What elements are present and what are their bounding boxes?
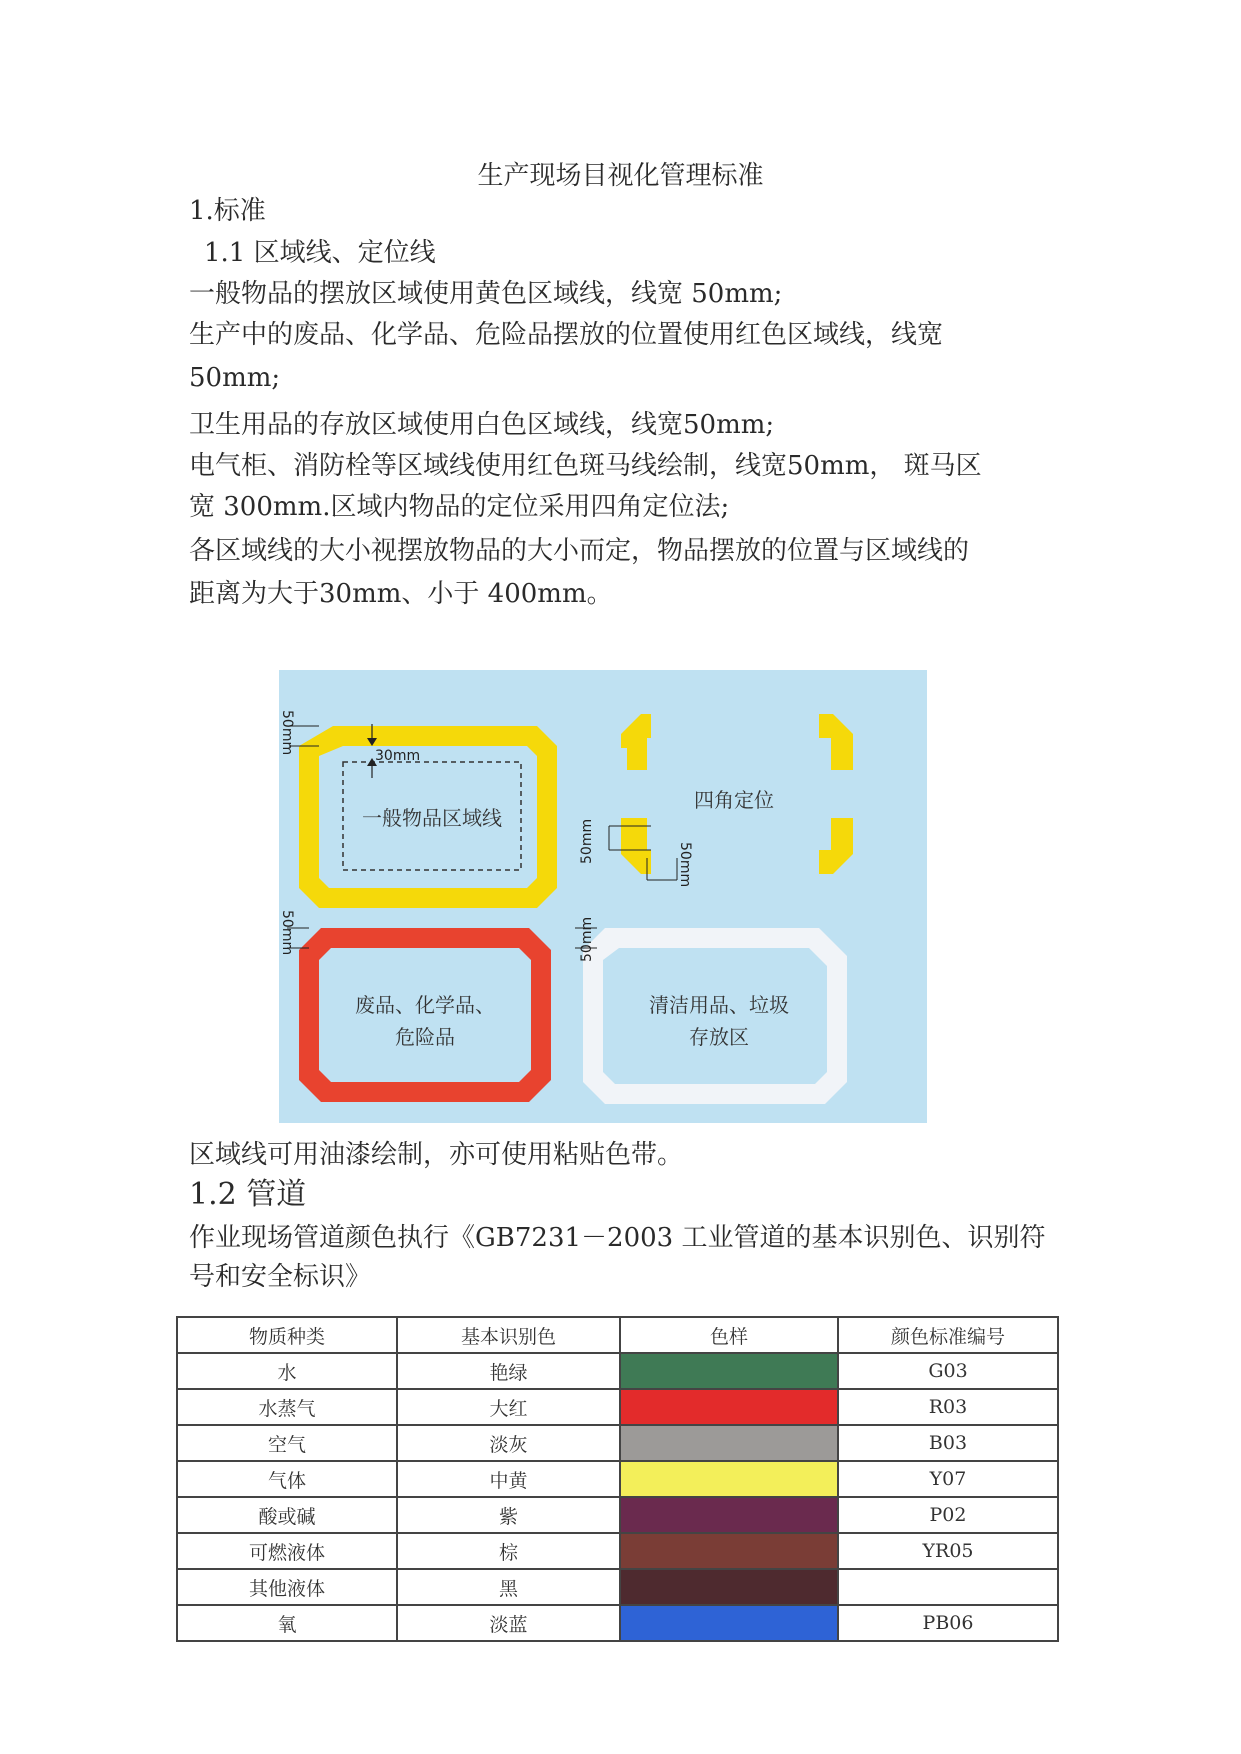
paragraph-4b: 宽 300mm.区域内物品的定位采用四角定位法; bbox=[189, 492, 730, 522]
header-swatch: 色样 bbox=[620, 1317, 838, 1353]
paragraph-2a: 生产中的废品、化学品、危险品摆放的位置使用红色区域线，线宽 bbox=[189, 320, 944, 350]
paragraph-1: 一般物品的摆放区域使用黄色区域线，线宽 50mm; bbox=[189, 279, 783, 309]
cell-substance: 氧 bbox=[177, 1605, 397, 1641]
paragraph-3: 卫生用品的存放区域使用白色区域线，线宽50mm; bbox=[189, 410, 775, 440]
cell-substance: 空气 bbox=[177, 1425, 397, 1461]
cell-color-name: 中黄 bbox=[397, 1461, 620, 1497]
cell-swatch bbox=[620, 1533, 838, 1569]
section-1-heading: 1.标准 bbox=[189, 196, 266, 226]
section-1-1-heading: 1.1 区域线、定位线 bbox=[204, 238, 436, 268]
paragraph-2b: 50mm; bbox=[189, 363, 281, 393]
cell-swatch bbox=[620, 1425, 838, 1461]
table-row bbox=[177, 1497, 1058, 1533]
table-row bbox=[177, 1461, 1058, 1497]
cell-swatch bbox=[620, 1569, 838, 1605]
paragraph-7a: 作业现场管道颜色执行《GB7231－2003 工业管道的基本识别色、识别符 bbox=[189, 1223, 1046, 1253]
cell-code: Y07 bbox=[838, 1461, 1058, 1497]
cell-swatch bbox=[620, 1353, 838, 1389]
cell-color-name: 艳绿 bbox=[397, 1353, 620, 1389]
cell-color-name: 紫 bbox=[397, 1497, 620, 1533]
header-color-name: 基本识别色 bbox=[397, 1317, 620, 1353]
header-code: 颜色标准编号 bbox=[838, 1317, 1058, 1353]
cell-swatch bbox=[620, 1389, 838, 1425]
cell-swatch bbox=[620, 1497, 838, 1533]
table-header-row bbox=[177, 1317, 1058, 1353]
color-swatch bbox=[621, 1354, 837, 1388]
paragraph-4a: 电气柜、消防栓等区域线使用红色斑马线绘制，线宽50mm， 斑马区 bbox=[189, 451, 982, 481]
cell-swatch bbox=[620, 1605, 838, 1641]
cell-substance: 气体 bbox=[177, 1461, 397, 1497]
cell-code: B03 bbox=[838, 1425, 1058, 1461]
zone-line-diagram bbox=[279, 670, 927, 1123]
color-swatch bbox=[621, 1606, 837, 1640]
table-row bbox=[177, 1533, 1058, 1569]
cell-code: R03 bbox=[838, 1389, 1058, 1425]
label-50mm-corner-left: 50mm bbox=[579, 818, 595, 864]
cell-color-name: 棕 bbox=[397, 1533, 620, 1569]
section-1-2-heading: 1.2 管道 bbox=[189, 1177, 307, 1212]
label-50mm-yellow: 50mm bbox=[279, 710, 295, 756]
cell-color-name: 大红 bbox=[397, 1389, 620, 1425]
cell-color-name: 黑 bbox=[397, 1569, 620, 1605]
color-swatch bbox=[621, 1462, 837, 1496]
pipe-color-table bbox=[176, 1316, 1059, 1642]
cell-substance: 水蒸气 bbox=[177, 1389, 397, 1425]
label-30mm: 30mm bbox=[375, 748, 421, 764]
paragraph-6: 区域线可用油漆绘制，亦可使用粘贴色带。 bbox=[189, 1140, 684, 1170]
color-swatch bbox=[621, 1426, 837, 1460]
cell-color-name: 淡灰 bbox=[397, 1425, 620, 1461]
white-zone-label-line2: 存放区 bbox=[689, 1025, 749, 1049]
cell-code bbox=[838, 1569, 1058, 1605]
color-swatch bbox=[621, 1498, 837, 1532]
cell-code: P02 bbox=[838, 1497, 1058, 1533]
cell-substance: 酸或碱 bbox=[177, 1497, 397, 1533]
paragraph-5b: 距离为大于30mm、小于 400mm。 bbox=[189, 579, 613, 609]
table-row bbox=[177, 1389, 1058, 1425]
table-row bbox=[177, 1605, 1058, 1641]
label-50mm-corner-right: 50mm bbox=[677, 842, 693, 888]
cell-substance: 水 bbox=[177, 1353, 397, 1389]
table-row bbox=[177, 1425, 1058, 1461]
cell-color-name: 淡蓝 bbox=[397, 1605, 620, 1641]
yellow-zone-label: 一般物品区域线 bbox=[362, 806, 502, 830]
paragraph-5a: 各区域线的大小视摆放物品的大小而定，物品摆放的位置与区域线的 bbox=[189, 536, 970, 566]
color-swatch bbox=[621, 1390, 837, 1424]
header-substance: 物质种类 bbox=[177, 1317, 397, 1353]
corner-zone-label: 四角定位 bbox=[694, 788, 774, 812]
table-row bbox=[177, 1353, 1058, 1389]
cell-substance: 其他液体 bbox=[177, 1569, 397, 1605]
red-zone-label-line1: 废品、化学品、 bbox=[355, 993, 495, 1017]
table-row bbox=[177, 1569, 1058, 1605]
color-swatch bbox=[621, 1534, 837, 1568]
paragraph-7b: 号和安全标识》 bbox=[189, 1262, 372, 1292]
cell-swatch bbox=[620, 1461, 838, 1497]
cell-code: YR05 bbox=[838, 1533, 1058, 1569]
color-swatch bbox=[621, 1570, 837, 1604]
cell-code: G03 bbox=[838, 1353, 1058, 1389]
label-50mm-white: 50mm bbox=[579, 916, 595, 962]
cell-substance: 可燃液体 bbox=[177, 1533, 397, 1569]
label-50mm-red: 50mm bbox=[279, 910, 295, 956]
white-zone-label-line1: 清洁用品、垃圾 bbox=[649, 993, 789, 1017]
red-zone-label-line2: 危险品 bbox=[395, 1025, 455, 1049]
cell-code: PB06 bbox=[838, 1605, 1058, 1641]
page-title: 生产现场目视化管理标准 bbox=[477, 161, 764, 191]
